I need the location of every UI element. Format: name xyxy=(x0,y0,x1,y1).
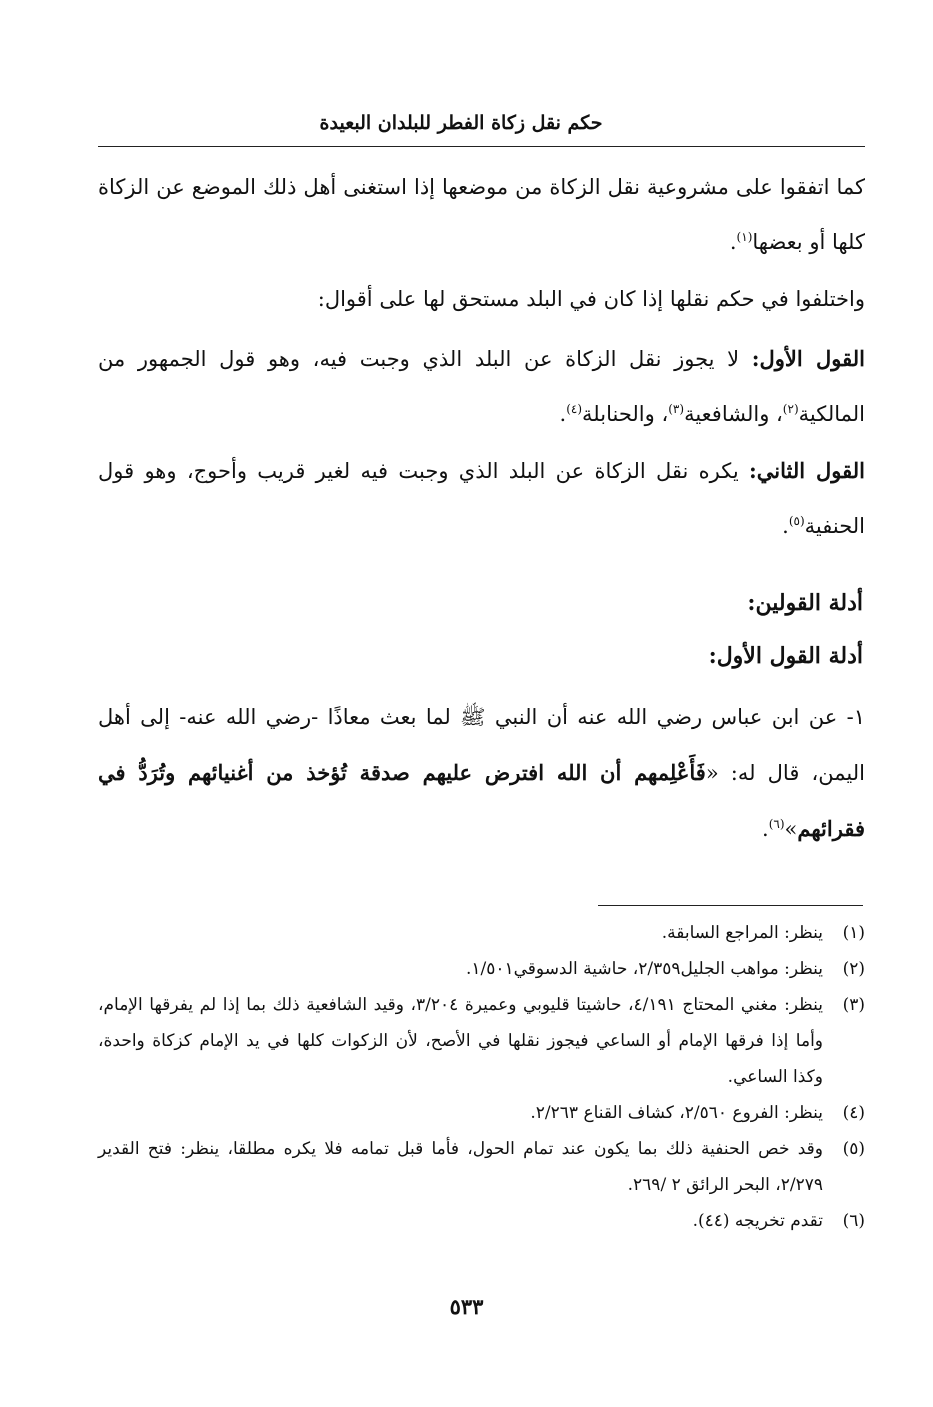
footnote xyxy=(98,1095,865,1131)
footnote-number: (٦) xyxy=(842,1211,865,1231)
paragraph-text: يكره نقل الزكاة عن البلد الذي وجبت فيه لغير قريب وأحوج، وهو قول الحنفية xyxy=(98,459,865,538)
quote-close: » xyxy=(784,817,798,841)
footnote-number: (٢) xyxy=(842,959,865,979)
footnote-text: ينظر: مغني المحتاج ٤/١٩١، حاشيتا قليوبي وعميرة ٣/٢٠٤، وقيد الشافعية ذلك بما إذا لم يفرقها الإمام، وأما إذا فرقها الإمام أو الساعي فيجوز نقلها في الأصح، لأن الزكوات كلها في يد الإمام كزكاة واحدة، وكذا الساعي. xyxy=(98,995,823,1087)
paragraph-end: . xyxy=(782,514,789,538)
footnote-text: تقدم تخريجه (٤٤). xyxy=(692,1211,823,1231)
footnote-ref-4[interactable]: (٤) xyxy=(566,402,583,416)
evidence-text: ١- عن ابن عباس رضي الله عنه أن النبي ﷺ لما بعث معاذًا -رضي الله عنه- إلى أهل اليمن، قال له: « xyxy=(98,705,865,785)
footnote xyxy=(98,1131,865,1203)
footnote xyxy=(98,1203,865,1239)
paragraph-text-mid: ، والشافعية xyxy=(684,402,783,426)
page-number: ٥٣٣ xyxy=(449,1294,484,1319)
footnote-number: (١) xyxy=(842,923,865,943)
footnote-text: ينظر: المراجع السابقة. xyxy=(661,923,823,943)
hadith-quote: فَأَعْلِمهم أن الله افترض عليهم صدقة تُؤخذ من أغنيائهم وتُرَدُّ في فقرائهم xyxy=(98,760,865,841)
evidence-paragraph xyxy=(98,690,865,857)
footnote-ref-3[interactable]: (٣) xyxy=(668,402,685,416)
running-header: حكم نقل زكاة الفطر للبلدان البعيدة xyxy=(319,112,603,134)
paragraph-text-mid: ، والحنابلة xyxy=(582,402,669,426)
paragraph-text: لا يجوز نقل الزكاة عن البلد الذي وجبت فيه، وهو قول الجمهور من المالكية xyxy=(98,347,865,426)
header-rule xyxy=(98,146,865,147)
paragraph-second-opinion xyxy=(98,443,865,554)
paragraph-end: . xyxy=(762,817,769,841)
footnote-ref-6[interactable]: (٦) xyxy=(768,817,785,831)
footnote-ref-1[interactable]: (١) xyxy=(736,230,753,244)
section-heading: أدلة القولين: xyxy=(747,590,863,616)
paragraph-text: كما اتفقوا على مشروعية نقل الزكاة من موضعها إذا استغنى أهل ذلك الموضع عن الزكاة كلها أو بعضها xyxy=(98,175,865,254)
footnote-number: (٤) xyxy=(842,1103,865,1123)
paragraph-end: . xyxy=(729,230,737,254)
opinion-label: القول الأول: xyxy=(751,346,865,371)
footnote-separator xyxy=(598,905,863,906)
footnote-text: ينظر: مواهب الجليل٢/٣٥٩، حاشية الدسوقي١/٥٠١. xyxy=(465,959,823,979)
footnote-text: وقد خص الحنفية ذلك بما يكون عند تمام الحول، فأما قبل تمامه فلا يكره مطلقا، ينظر: فتح القدير ٢/٢٧٩، البحر الرائق ٢ /٢٦٩. xyxy=(98,1139,823,1195)
footnote-number: (٣) xyxy=(842,995,865,1015)
footnote xyxy=(98,951,865,987)
footnote xyxy=(98,987,865,1095)
paragraph-agreement xyxy=(98,160,865,270)
paragraph-end: . xyxy=(559,402,567,426)
footnote-number: (٥) xyxy=(842,1139,865,1159)
paragraph-first-opinion xyxy=(98,331,865,442)
paragraph-text: واختلفوا في حكم نقلها إذا كان في البلد مستحق لها على أقوال: xyxy=(317,287,865,311)
footnote-text: ينظر: الفروع ٢/٥٦٠، كشاف القناع ٢/٢٦٣. xyxy=(530,1103,823,1123)
footnotes xyxy=(98,915,865,1239)
footnote-ref-2[interactable]: (٢) xyxy=(782,402,799,416)
subsection-heading: أدلة القول الأول: xyxy=(708,643,863,669)
opinion-label: القول الثاني: xyxy=(749,458,866,483)
paragraph-disagreement xyxy=(98,272,865,327)
footnote-ref-5[interactable]: (٥) xyxy=(788,514,805,528)
footnote xyxy=(98,915,865,951)
